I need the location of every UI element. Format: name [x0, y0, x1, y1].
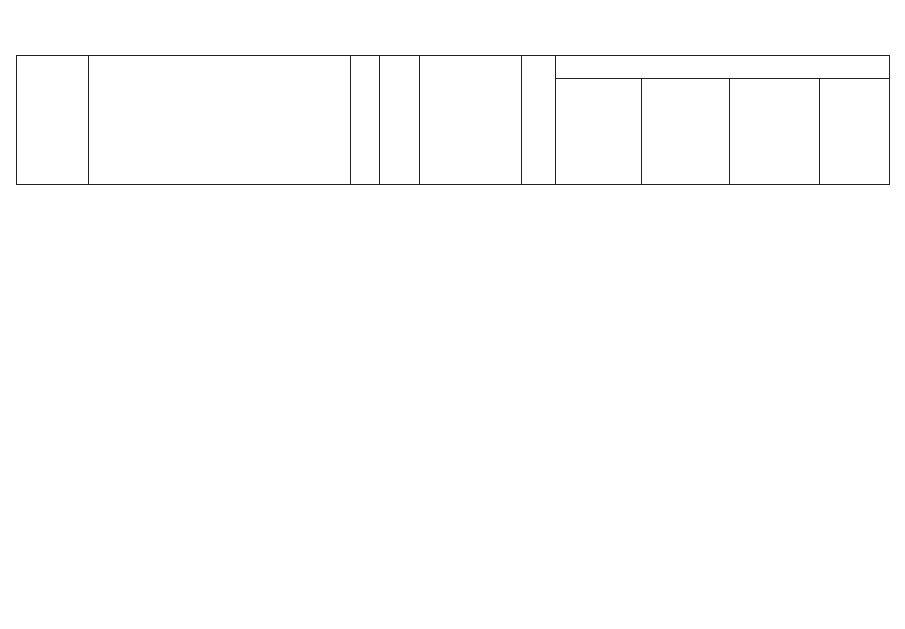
- header-name: [89, 56, 351, 184]
- header-sum: [556, 56, 889, 78]
- header-2022-free: [642, 79, 730, 184]
- table-header: [16, 55, 890, 185]
- header-pr: [380, 56, 420, 184]
- header-csr: [420, 56, 522, 184]
- header-rz: [351, 56, 380, 184]
- header-2023-free: [820, 79, 889, 184]
- header-vr: [522, 56, 556, 184]
- header-code: [17, 56, 89, 184]
- header-2022: [556, 79, 642, 184]
- header-2023: [730, 79, 820, 184]
